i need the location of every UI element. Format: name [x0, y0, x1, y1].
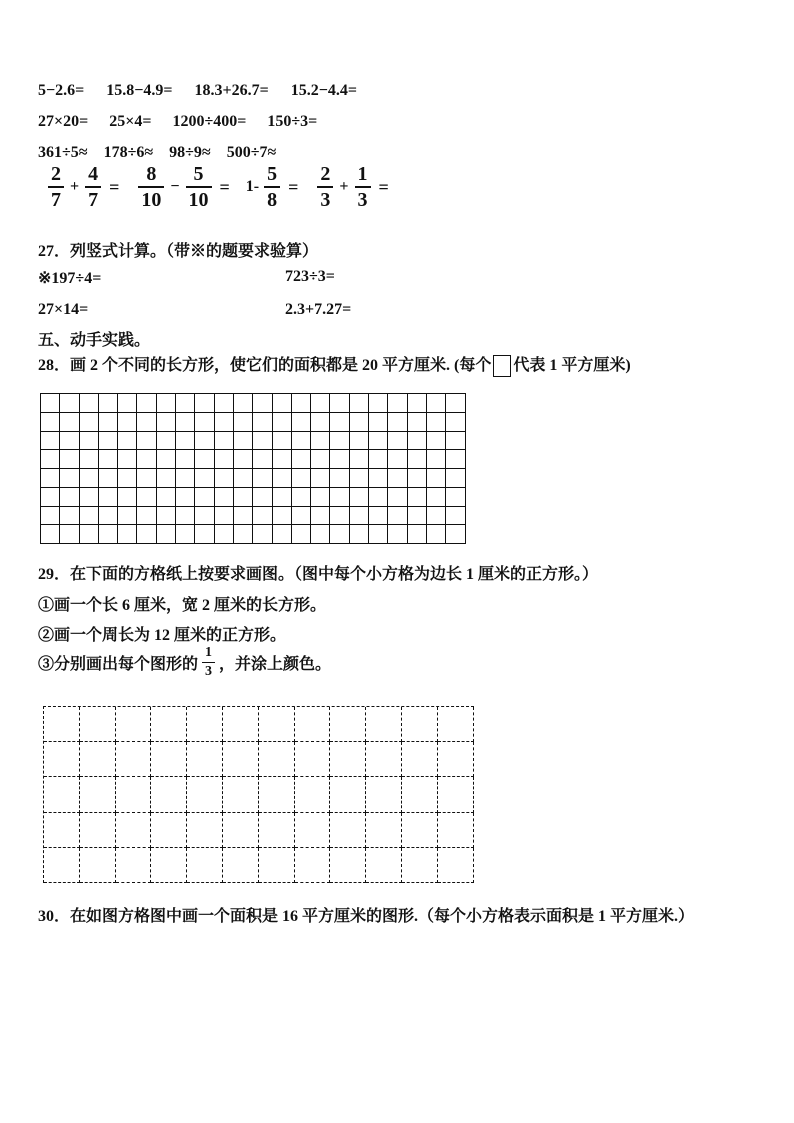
grid-cell — [388, 469, 407, 488]
q29-title: 29．在下面的方格纸上按要求画图。（图中每个小方格为边长 1 厘米的正方形。） — [38, 566, 599, 583]
grid-cell — [176, 432, 195, 451]
grid-cell — [223, 813, 259, 848]
q28-text-after: 代表 1 平方厘米) — [513, 357, 631, 374]
grid-cell — [388, 394, 407, 413]
grid-cell — [438, 848, 474, 883]
grid-cell — [438, 707, 474, 742]
grid-cell — [118, 450, 137, 469]
grid-cell — [223, 707, 259, 742]
grid-cell — [446, 525, 465, 544]
grid-cell — [116, 777, 152, 812]
grid-cell — [195, 413, 214, 432]
grid-cell — [80, 525, 99, 544]
grid-cell — [223, 848, 259, 883]
grid-cell — [292, 432, 311, 451]
grid-cell — [295, 707, 331, 742]
grid-cell — [366, 813, 402, 848]
grid-cell — [292, 488, 311, 507]
grid-cell — [253, 432, 272, 451]
grid-cell — [366, 742, 402, 777]
grid-cell — [253, 507, 272, 526]
grid-cell — [446, 394, 465, 413]
grid-cell — [137, 394, 156, 413]
grid-cell — [80, 707, 116, 742]
math-expression: 178÷6≈ — [103, 144, 154, 161]
grid-cell — [44, 813, 80, 848]
grid-cell — [311, 394, 330, 413]
grid-cell — [330, 742, 366, 777]
grid-cell — [311, 488, 330, 507]
grid-cell — [234, 525, 253, 544]
grid-cell — [388, 488, 407, 507]
grid-cell — [60, 450, 79, 469]
grid-cell — [118, 525, 137, 544]
grid-cell — [273, 432, 292, 451]
grid-cell — [60, 469, 79, 488]
grid-cell — [60, 488, 79, 507]
grid-cell — [195, 394, 214, 413]
grid-cell — [137, 432, 156, 451]
grid-cell — [259, 813, 295, 848]
grid-cell — [350, 488, 369, 507]
grid-cell — [402, 742, 438, 777]
fraction-expression — [246, 164, 299, 210]
equals-sign: = — [288, 176, 299, 197]
grid-cell — [80, 813, 116, 848]
grid-cell — [427, 394, 446, 413]
grid-cell — [330, 413, 349, 432]
grid-cell — [118, 432, 137, 451]
grid-cell — [292, 413, 311, 432]
grid-cell — [234, 432, 253, 451]
grid-cell — [402, 848, 438, 883]
fraction-expression — [135, 164, 229, 210]
grid-cell — [408, 413, 427, 432]
grid-cell — [44, 707, 80, 742]
grid-cell — [292, 507, 311, 526]
grid-cell — [408, 507, 427, 526]
grid-cell — [44, 777, 80, 812]
grid-cell — [215, 432, 234, 451]
fraction: $\frac{8}{10}$ — [138, 164, 164, 210]
grid-cell — [350, 507, 369, 526]
grid-cell — [408, 450, 427, 469]
equals-sign: = — [378, 176, 389, 197]
fraction: $\frac{5}{8}$ — [264, 164, 280, 210]
grid-cell — [330, 525, 349, 544]
grid-cell — [41, 469, 60, 488]
grid-cell — [137, 413, 156, 432]
math-expression: 500÷7≈ — [226, 144, 277, 161]
grid-cell — [292, 469, 311, 488]
grid-cell — [234, 394, 253, 413]
grid-cell — [330, 507, 349, 526]
grid-cell — [118, 413, 137, 432]
grid-cell — [60, 525, 79, 544]
grid-cell — [80, 432, 99, 451]
math-expression: 150÷3= — [267, 113, 318, 130]
grid-cell — [350, 450, 369, 469]
grid-cell — [41, 413, 60, 432]
grid-cell — [187, 848, 223, 883]
grid-cell — [99, 432, 118, 451]
grid-cell — [330, 450, 349, 469]
fraction: $\frac{2}{3}$ — [317, 164, 333, 210]
grid-cell — [176, 394, 195, 413]
grid-cell — [402, 813, 438, 848]
grid-cell — [187, 742, 223, 777]
grid-cell — [99, 488, 118, 507]
grid-cell — [369, 525, 388, 544]
grid-cell — [350, 413, 369, 432]
grid-cell — [369, 469, 388, 488]
grid-cell — [438, 813, 474, 848]
grid-cell — [427, 432, 446, 451]
grid-cell — [330, 848, 366, 883]
fraction-expression — [45, 164, 119, 210]
grid-cell — [116, 848, 152, 883]
grid-cell — [438, 777, 474, 812]
grid-cell — [44, 742, 80, 777]
grid-cell — [195, 525, 214, 544]
grid-cell — [234, 450, 253, 469]
grid-cell — [369, 413, 388, 432]
grid-cell — [330, 469, 349, 488]
grid-cell — [427, 413, 446, 432]
grid-cell — [253, 413, 272, 432]
grid-cell — [292, 450, 311, 469]
grid-cell — [80, 848, 116, 883]
grid-cell — [151, 813, 187, 848]
grid-cell — [427, 469, 446, 488]
q28-text — [38, 352, 631, 377]
grid-cell — [80, 469, 99, 488]
grid-cell — [446, 413, 465, 432]
grid-cell — [116, 813, 152, 848]
grid-cell — [157, 450, 176, 469]
grid-cell — [215, 394, 234, 413]
math-expression: 25×4= — [109, 113, 152, 130]
grid-cell — [176, 469, 195, 488]
grid-cell — [253, 450, 272, 469]
grid-cell — [253, 469, 272, 488]
math-expression: 2.3+7.27= — [285, 301, 352, 318]
grid-cell — [388, 507, 407, 526]
grid-cell — [60, 432, 79, 451]
grid-cell — [60, 413, 79, 432]
grid-cell — [446, 432, 465, 451]
whole-number: 1- — [245, 178, 260, 195]
grid-cell — [273, 488, 292, 507]
grid-cell — [292, 394, 311, 413]
grid-cell — [295, 777, 331, 812]
grid-cell — [369, 450, 388, 469]
grid-cell — [80, 488, 99, 507]
q28-text-before: 28．画 2 个不同的长方形，使它们的面积都是 20 平方厘米. (每个 — [38, 357, 492, 374]
grid-cell — [427, 488, 446, 507]
grid-cell — [295, 848, 331, 883]
fraction: $\frac{4}{7}$ — [85, 164, 101, 210]
grid-cell — [187, 813, 223, 848]
oral-calc-row-2 — [38, 113, 317, 131]
q29-item-2: ②画一个周长为 12 厘米的正方形。 — [38, 627, 287, 644]
grid-cell — [427, 507, 446, 526]
grid-cell — [350, 469, 369, 488]
grid-cell — [253, 525, 272, 544]
grid-cell — [388, 432, 407, 451]
grid-cell — [366, 777, 402, 812]
grid-cell — [137, 469, 156, 488]
grid-cell — [176, 488, 195, 507]
grid-cell — [41, 450, 60, 469]
fraction: $\frac{5}{10}$ — [186, 164, 212, 210]
grid-cell — [215, 507, 234, 526]
grid-cell — [369, 432, 388, 451]
grid-cell — [195, 469, 214, 488]
grid-cell — [157, 432, 176, 451]
grid-cell — [273, 413, 292, 432]
grid-cell — [157, 525, 176, 544]
q29-drawing-grid — [43, 706, 474, 883]
grid-cell — [116, 742, 152, 777]
q29-item-1: ①画一个长 6 厘米，宽 2 厘米的长方形。 — [38, 597, 327, 614]
math-expression: 98÷9≈ — [169, 144, 211, 161]
grid-cell — [369, 394, 388, 413]
operator: + — [339, 178, 349, 195]
grid-cell — [80, 450, 99, 469]
grid-cell — [408, 525, 427, 544]
equals-sign: = — [109, 176, 120, 197]
grid-cell — [187, 777, 223, 812]
grid-cell — [402, 707, 438, 742]
grid-cell — [253, 394, 272, 413]
q29-item3-before: ③分别画出每个图形的 — [38, 656, 199, 673]
grid-cell — [215, 525, 234, 544]
grid-cell — [215, 488, 234, 507]
math-expression: 5−2.6= — [38, 82, 85, 99]
math-expression: 15.2−4.4= — [290, 82, 357, 99]
grid-cell — [259, 777, 295, 812]
grid-cell — [118, 394, 137, 413]
grid-cell — [215, 413, 234, 432]
grid-cell — [350, 394, 369, 413]
q30-title: 30．在如图方格图中画一个面积是 16 平方厘米的图形.（每个小方格表示面积是 1 平方厘米.） — [38, 908, 695, 925]
grid-cell — [99, 525, 118, 544]
grid-cell — [176, 507, 195, 526]
grid-cell — [330, 777, 366, 812]
grid-cell — [446, 469, 465, 488]
q29-item3-after: ，并涂上颜色。 — [219, 656, 332, 673]
grid-cell — [234, 488, 253, 507]
grid-cell — [80, 394, 99, 413]
grid-cell — [330, 432, 349, 451]
grid-cell — [350, 525, 369, 544]
grid-cell — [60, 507, 79, 526]
grid-cell — [223, 742, 259, 777]
grid-cell — [295, 742, 331, 777]
grid-cell — [273, 525, 292, 544]
grid-cell — [292, 525, 311, 544]
grid-cell — [234, 507, 253, 526]
math-expression: ※197÷4= — [38, 270, 102, 287]
fraction: $\frac{1}{3}$ — [202, 646, 215, 679]
grid-cell — [408, 394, 427, 413]
grid-cell — [41, 394, 60, 413]
grid-cell — [311, 450, 330, 469]
operator: − — [170, 178, 180, 195]
grid-cell — [99, 413, 118, 432]
grid-cell — [388, 413, 407, 432]
grid-cell — [273, 450, 292, 469]
grid-cell — [187, 707, 223, 742]
grid-cell — [137, 525, 156, 544]
grid-cell — [438, 742, 474, 777]
fraction: $\frac{2}{7}$ — [48, 164, 64, 210]
grid-cell — [215, 469, 234, 488]
grid-cell — [176, 450, 195, 469]
grid-cell — [311, 413, 330, 432]
grid-cell — [151, 742, 187, 777]
q28-drawing-grid — [40, 393, 466, 544]
grid-cell — [137, 488, 156, 507]
grid-cell — [273, 507, 292, 526]
fraction-expression — [314, 164, 388, 210]
grid-cell — [157, 413, 176, 432]
grid-cell — [311, 432, 330, 451]
grid-cell — [259, 707, 295, 742]
grid-cell — [195, 488, 214, 507]
grid-cell — [41, 525, 60, 544]
grid-cell — [80, 777, 116, 812]
grid-cell — [259, 742, 295, 777]
grid-cell — [369, 507, 388, 526]
grid-cell — [388, 525, 407, 544]
grid-cell — [195, 450, 214, 469]
grid-cell — [99, 450, 118, 469]
grid-cell — [408, 432, 427, 451]
grid-cell — [157, 507, 176, 526]
grid-cell — [118, 507, 137, 526]
math-expression: 18.3+26.7= — [194, 82, 269, 99]
grid-cell — [151, 707, 187, 742]
grid-cell — [350, 432, 369, 451]
grid-cell — [408, 469, 427, 488]
grid-cell — [446, 450, 465, 469]
grid-cell — [195, 432, 214, 451]
operator: + — [70, 178, 80, 195]
math-expression: 27×20= — [38, 113, 89, 130]
grid-cell — [330, 813, 366, 848]
grid-cell — [295, 813, 331, 848]
grid-cell — [446, 488, 465, 507]
grid-cell — [195, 507, 214, 526]
grid-cell — [311, 525, 330, 544]
section-heading: 五、动手实践。 — [38, 332, 151, 349]
grid-cell — [366, 707, 402, 742]
grid-cell — [41, 507, 60, 526]
grid-cell — [151, 848, 187, 883]
grid-cell — [118, 469, 137, 488]
grid-cell — [176, 525, 195, 544]
grid-cell — [369, 488, 388, 507]
grid-cell — [157, 488, 176, 507]
grid-cell — [118, 488, 137, 507]
grid-cell — [151, 777, 187, 812]
grid-cell — [99, 394, 118, 413]
math-expression: 1200÷400= — [172, 113, 247, 130]
grid-cell — [330, 394, 349, 413]
grid-cell — [273, 469, 292, 488]
grid-cell — [137, 450, 156, 469]
grid-cell — [99, 507, 118, 526]
grid-cell — [223, 777, 259, 812]
grid-cell — [427, 450, 446, 469]
grid-cell — [80, 413, 99, 432]
grid-cell — [311, 507, 330, 526]
grid-cell — [446, 507, 465, 526]
oral-calc-row-3 — [38, 144, 276, 162]
grid-cell — [80, 507, 99, 526]
grid-cell — [41, 488, 60, 507]
grid-cell — [176, 413, 195, 432]
math-expression: 723÷3= — [285, 268, 335, 285]
fraction: $\frac{1}{3}$ — [355, 164, 371, 210]
grid-cell — [311, 469, 330, 488]
grid-cell — [234, 413, 253, 432]
grid-cell — [157, 469, 176, 488]
grid-cell — [366, 848, 402, 883]
grid-cell — [427, 525, 446, 544]
grid-cell — [330, 707, 366, 742]
grid-cell — [259, 848, 295, 883]
grid-cell — [60, 394, 79, 413]
grid-cell — [41, 432, 60, 451]
grid-cell — [137, 507, 156, 526]
grid-cell — [99, 469, 118, 488]
grid-cell — [253, 488, 272, 507]
equals-sign: = — [219, 176, 230, 197]
grid-cell — [408, 488, 427, 507]
oral-calc-row-1 — [38, 82, 357, 100]
q29-item-3 — [38, 646, 331, 679]
q27-title: 27．列竖式计算。（带※的题要求验算） — [38, 243, 319, 260]
math-expression: 27×14= — [38, 301, 89, 318]
grid-cell — [388, 450, 407, 469]
grid-cell — [44, 848, 80, 883]
fraction-calc-row — [45, 164, 389, 210]
grid-cell — [80, 742, 116, 777]
math-expression: 15.8−4.9= — [106, 82, 173, 99]
math-expression: 361÷5≈ — [38, 144, 88, 161]
grid-cell — [157, 394, 176, 413]
grid-cell — [215, 450, 234, 469]
grid-cell — [402, 777, 438, 812]
grid-cell — [116, 707, 152, 742]
grid-cell — [330, 488, 349, 507]
grid-cell — [273, 394, 292, 413]
unit-square-icon — [493, 355, 511, 377]
grid-cell — [234, 469, 253, 488]
